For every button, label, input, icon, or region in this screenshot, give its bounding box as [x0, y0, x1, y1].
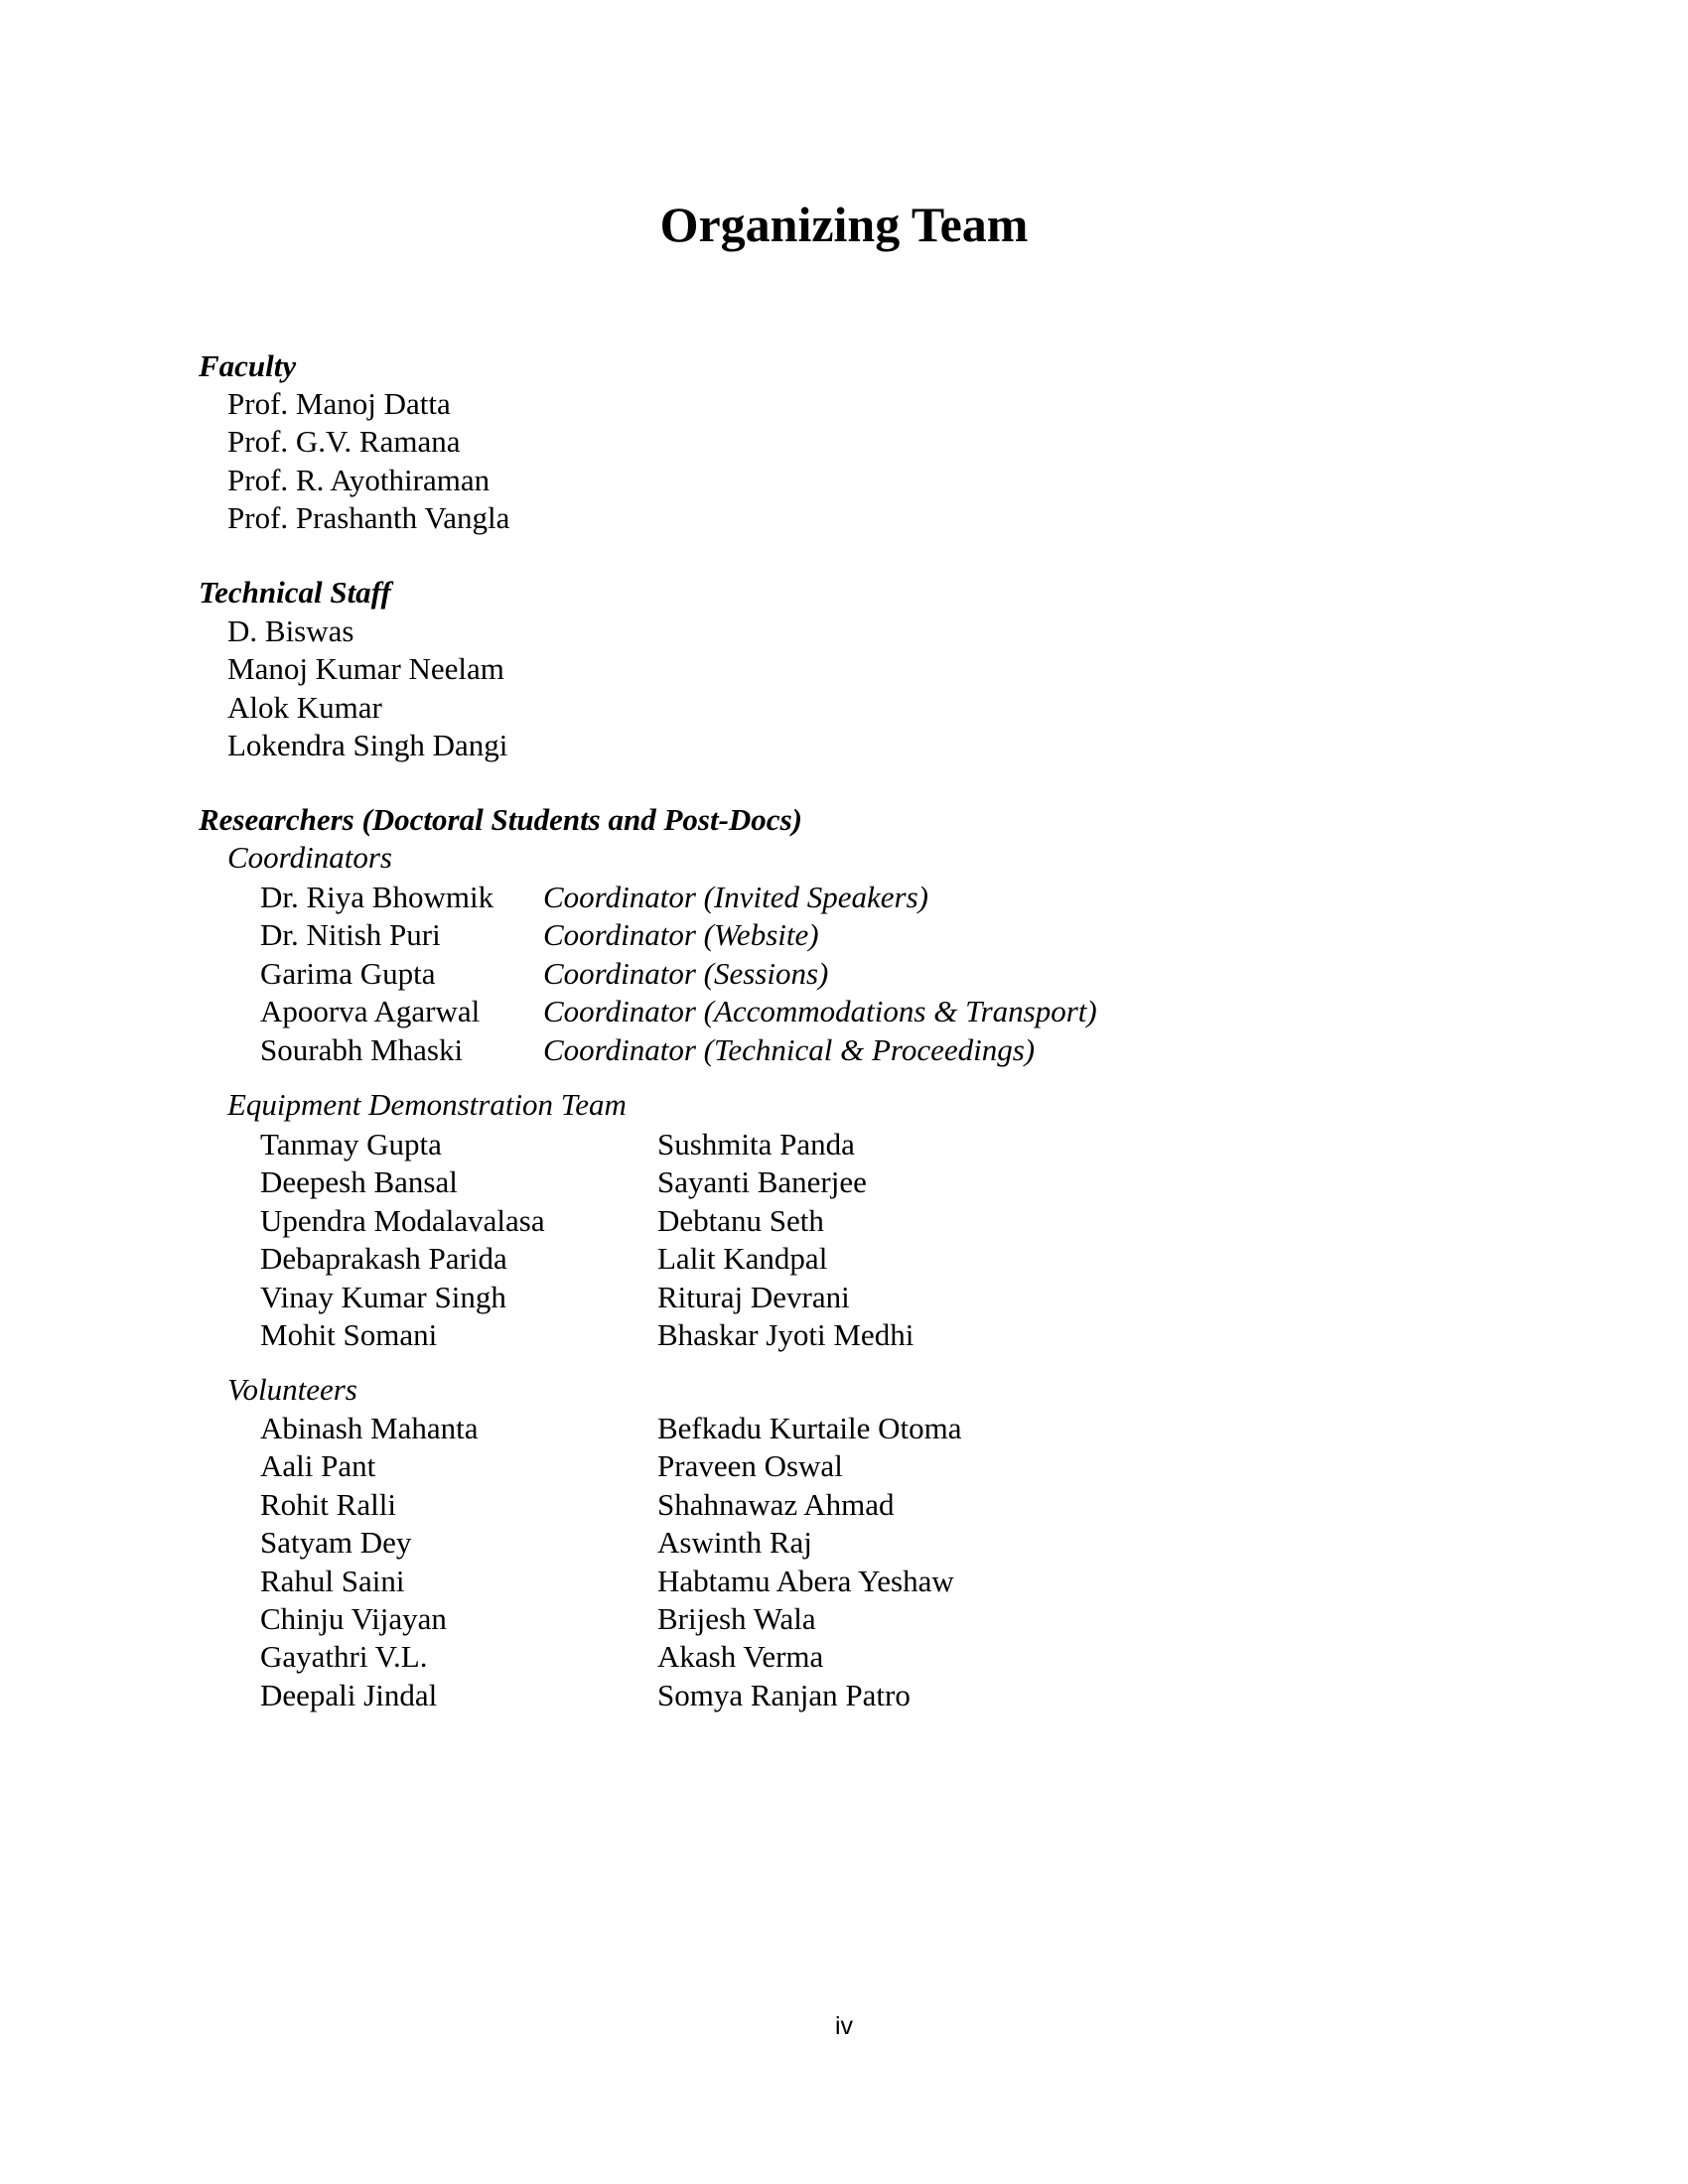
coordinator-name: Dr. Nitish Puri — [260, 917, 441, 953]
faculty-heading: Faculty — [199, 348, 297, 383]
coordinator-name: Sourabh Mhaski — [260, 1031, 464, 1067]
volunteers-col2 — [657, 1410, 961, 1714]
volunteer: Deepali Jindal — [260, 1677, 438, 1712]
team-member: Sayanti Banerjee — [657, 1164, 867, 1200]
volunteer: Akash Verma — [657, 1639, 824, 1675]
volunteer: Brijesh Wala — [657, 1600, 816, 1636]
team-member: Vinay Kumar Singh — [260, 1279, 506, 1314]
volunteer: Shahnawaz Ahmad — [657, 1486, 895, 1522]
volunteer: Gayathri V.L. — [260, 1639, 428, 1675]
coordinator-role: Coordinator (Technical & Proceedings) — [543, 1031, 1036, 1067]
faculty-member: Prof. G.V. Ramana — [227, 424, 461, 460]
volunteer: Satyam Dey — [260, 1525, 412, 1561]
equipment-team-col2 — [657, 1126, 914, 1354]
equipment-team-heading: Equipment Demonstration Team — [227, 1087, 627, 1122]
team-member: Mohit Somani — [260, 1316, 438, 1352]
volunteers-col1 — [260, 1410, 479, 1714]
volunteer: Rahul Saini — [260, 1563, 405, 1598]
volunteer: Rohit Ralli — [260, 1486, 396, 1522]
faculty-member: Prof. Manoj Datta — [227, 386, 451, 421]
researchers-heading: Researchers (Doctoral Students and Post-Docs) — [199, 802, 802, 837]
volunteer: Aswinth Raj — [657, 1525, 812, 1561]
volunteer: Befkadu Kurtaile Otoma — [657, 1411, 962, 1445]
team-member: Lalit Kandpal — [657, 1241, 828, 1277]
volunteers-heading: Volunteers — [227, 1372, 357, 1407]
volunteer: Chinju Vijayan — [260, 1600, 447, 1636]
team-member: Bhaskar Jyoti Medhi — [657, 1316, 914, 1352]
volunteer: Abinash Mahanta — [260, 1411, 479, 1445]
page-title: Organizing Team — [659, 197, 1029, 252]
faculty-list — [227, 385, 509, 538]
coordinator-role: Coordinator (Sessions) — [543, 955, 829, 991]
team-member: Rituraj Devrani — [657, 1279, 850, 1314]
staff-member: Manoj Kumar Neelam — [227, 651, 504, 687]
staff-member: Lokendra Singh Dangi — [227, 728, 508, 763]
volunteer: Aali Pant — [260, 1448, 376, 1484]
coordinator-role: Coordinator (Invited Speakers) — [543, 880, 928, 914]
coordinator-name: Garima Gupta — [260, 955, 436, 991]
team-member: Debaprakash Parida — [260, 1241, 507, 1277]
faculty-member: Prof. Prashanth Vangla — [227, 500, 510, 536]
volunteer: Praveen Oswal — [657, 1448, 843, 1484]
volunteer: Habtamu Abera Yeshaw — [657, 1563, 954, 1598]
team-member: Upendra Modalavalasa — [260, 1202, 545, 1238]
technical-staff-list — [227, 613, 507, 765]
staff-member: D. Biswas — [227, 614, 354, 648]
volunteer: Somya Ranjan Patro — [657, 1677, 911, 1712]
coordinator-name: Apoorva Agarwal — [260, 994, 481, 1029]
staff-member: Alok Kumar — [227, 689, 382, 725]
faculty-member: Prof. R. Ayothiraman — [227, 462, 491, 497]
team-member: Debtanu Seth — [657, 1202, 824, 1238]
coordinator-roles — [543, 879, 1097, 1069]
coordinator-name: Dr. Riya Bhowmik — [260, 880, 494, 914]
coordinators-heading: Coordinators — [227, 840, 392, 875]
coordinator-role: Coordinator (Accommodations & Transport) — [543, 994, 1097, 1029]
coordinator-role: Coordinator (Website) — [543, 917, 819, 953]
team-member: Tanmay Gupta — [260, 1127, 442, 1161]
equipment-team-col1 — [260, 1126, 545, 1354]
page-number: iv — [834, 2012, 854, 2040]
team-member: Sushmita Panda — [657, 1127, 855, 1161]
team-member: Deepesh Bansal — [260, 1164, 458, 1200]
technical-staff-heading: Technical Staff — [199, 575, 391, 610]
coordinator-names — [260, 879, 493, 1069]
